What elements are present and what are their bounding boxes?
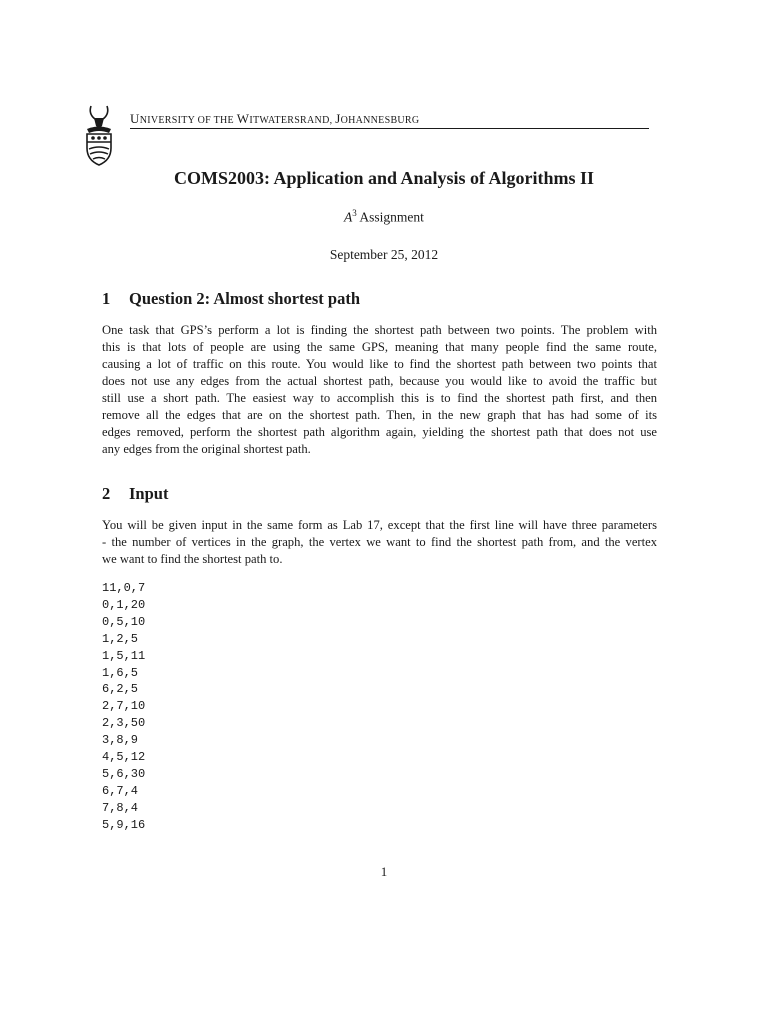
section-1-heading xyxy=(102,289,360,309)
section-2-title: Input xyxy=(129,484,169,503)
paragraph-line: You will be given input in the same form as Lab 17, except that the first line will have three parameters xyxy=(102,518,657,532)
code-line: 6,7,4 xyxy=(102,783,139,798)
code-line: 1,2,5 xyxy=(102,631,139,646)
paragraph-line: edges removed, perform the shortest path algorithm again, yielding the shortest path that does not use xyxy=(102,425,657,439)
code-line: 4,5,12 xyxy=(102,750,146,765)
code-line: 5,6,30 xyxy=(102,766,146,781)
univ-text-2: ITWATERSRAND, xyxy=(249,115,336,126)
paragraph-line: One task that GPS’s perform a lot is finding the shortest path between two points. The problem with xyxy=(102,323,657,337)
univ-letter-j: J xyxy=(335,111,341,126)
code-line: 11,0,7 xyxy=(102,581,146,595)
section-2-number: 2 xyxy=(102,484,111,503)
code-line: 3,8,9 xyxy=(102,733,139,748)
paragraph-line: - the number of vertices in the graph, the vertex we want to find the shortest path from, and the vertex xyxy=(102,535,657,549)
paragraph-line: causing a lot of traffic on this route. You would like to find the shortest path between two points that xyxy=(102,357,657,371)
university-header xyxy=(130,111,419,127)
code-line: 0,1,20 xyxy=(102,597,146,612)
page-number: 1 xyxy=(380,864,388,879)
univ-letter-u: U xyxy=(130,111,140,126)
section-1-title: Question 2: Almost shortest path xyxy=(129,289,361,308)
paragraph-line: remove all the edges that are on the shortest path. Then, in the new graph that has had some of its xyxy=(102,408,657,422)
code-line: 0,5,10 xyxy=(102,614,146,629)
subtitle-text: Assignment xyxy=(356,209,424,225)
university-crest-icon xyxy=(79,104,119,168)
input-code-listing xyxy=(102,580,145,834)
code-line: 5,9,16 xyxy=(102,817,146,832)
paragraph-line: any edges from the original shortest path. xyxy=(102,442,311,456)
code-line: 7,8,4 xyxy=(102,800,139,815)
section-1-paragraph xyxy=(102,322,657,458)
code-line: 2,7,10 xyxy=(102,699,146,714)
section-1-number: 1 xyxy=(102,289,111,308)
code-line: 1,6,5 xyxy=(102,665,139,680)
code-line: 2,3,50 xyxy=(102,716,146,731)
code-line: 1,5,11 xyxy=(102,648,146,663)
section-2-paragraph xyxy=(102,517,657,568)
univ-text-1: NIVERSITY OF THE xyxy=(139,115,237,126)
document-subtitle xyxy=(0,208,768,226)
header-rule xyxy=(130,128,649,129)
paragraph-line: does not use any edges from the actual shortest path, because you would like to avoid the traffic but xyxy=(102,374,657,388)
section-2-heading xyxy=(102,484,168,504)
paragraph-line: this is that lots of people are using the same GPS, meaning that many people find the same route, xyxy=(102,340,657,354)
document-date: September 25, 2012 xyxy=(329,247,439,262)
paragraph-line: we want to find the shortest path to. xyxy=(102,552,283,566)
subtitle-symbol: A xyxy=(344,209,353,225)
paragraph-line: still use a short path. The easiest way to accomplish this is to find the shortest path first, and then xyxy=(102,391,657,405)
subtitle-superscript: 3 xyxy=(352,208,357,218)
univ-letter-w: W xyxy=(236,111,250,126)
univ-text-3: OHANNESBURG xyxy=(340,115,420,126)
code-line: 6,2,5 xyxy=(102,682,139,697)
document-title: COMS2003: Application and Analysis of Algorithms II xyxy=(173,168,595,188)
